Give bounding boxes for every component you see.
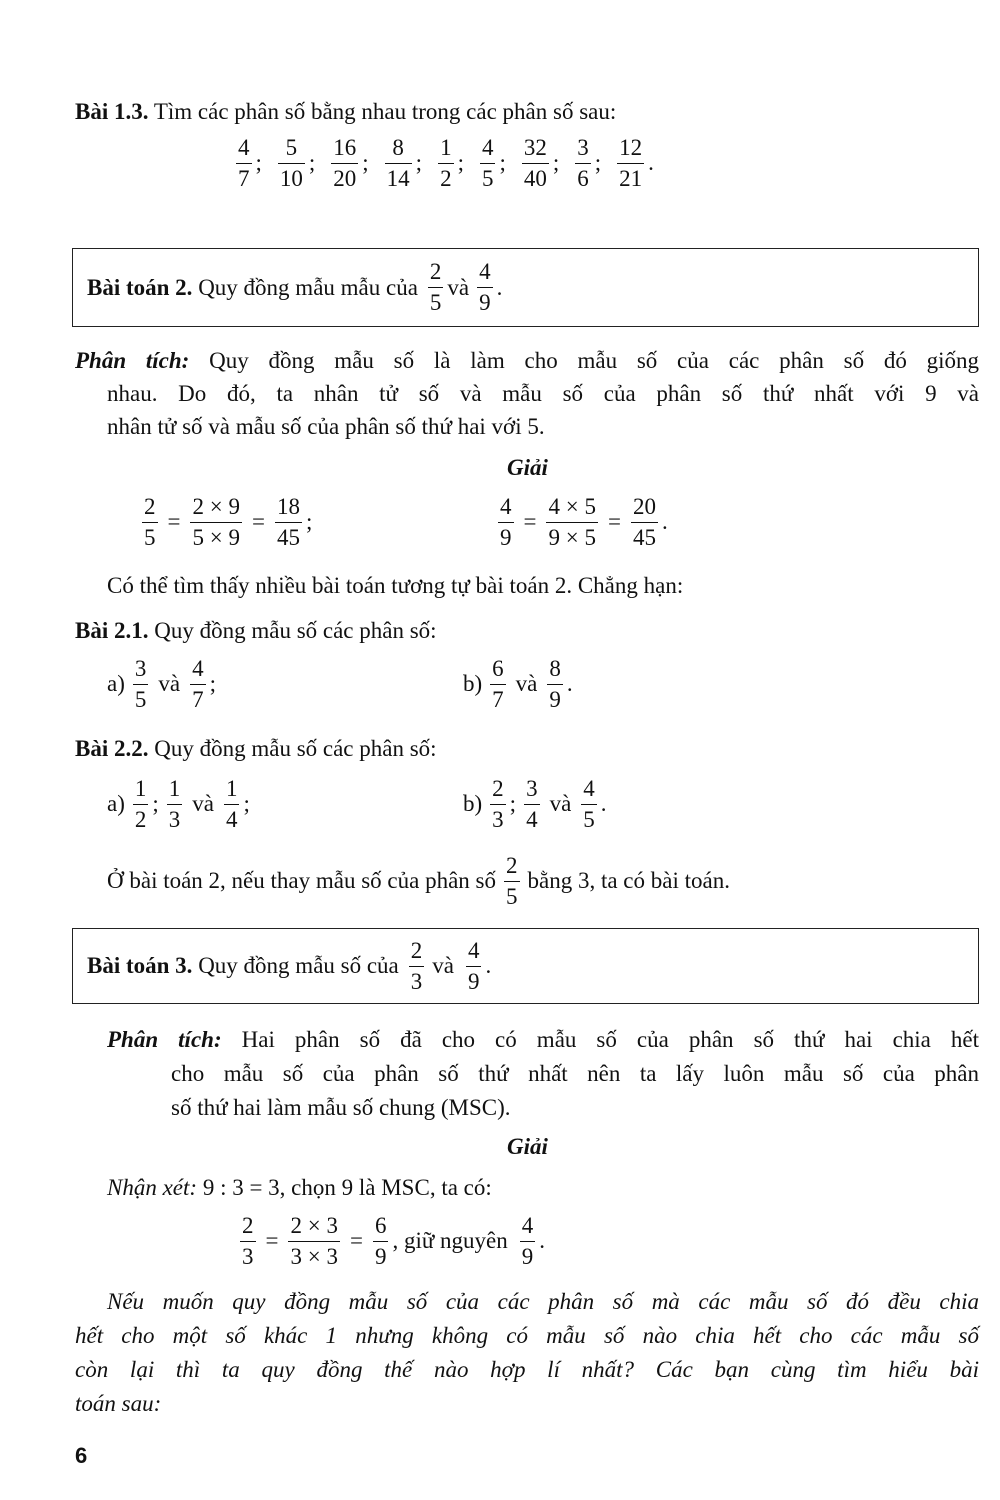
fraction: $\frac{2}{5}$ [506,853,518,909]
fraction-list [232,134,654,192]
exercise-text: Quy đồng mẫu số các phân số: [154,736,437,761]
fraction: $\frac{12}{21}$ [619,135,643,191]
transition-text: bằng 3, ta có bài toán. [527,868,730,894]
conjunction: và [447,274,470,300]
fraction: $\frac{1}{2}$ [440,135,452,191]
remark-line [107,1173,492,1203]
fraction: $\frac{4}{9}$ [500,494,512,550]
fraction: $\frac{4}{9}$ [521,1213,534,1269]
fraction: $\frac{5}{10}$ [279,135,303,191]
analysis-3-line-1 [107,1025,979,1055]
analysis-text: Hai phân số đã cho có mẫu số của phân số thứ hai chia hết [241,1027,980,1052]
equals-sign: = [167,509,181,535]
conjunction: và [515,671,538,697]
closing-line-2: hết cho một số khác 1 nhưng không có mẫu số nào chia hết cho các mẫu số [75,1323,979,1348]
solution-title: Giải [507,1134,548,1159]
solution-2-right-equation [494,493,668,551]
equals-sign: = [523,509,537,535]
problem-label: Bài toán 3. [87,953,193,978]
fraction: $\frac{3}{6}$ [577,135,589,191]
part-label: b) [463,791,483,817]
analysis-3-line-2: cho mẫu số của phân số thứ nhất nên ta lấy luôn mẫu số của phân [171,1061,979,1086]
solution-title: Giải [507,455,548,480]
fraction: $\frac{2 \times 3}{3 \times 3}$ [290,1213,338,1269]
transition-text: Ở bài toán 2, nếu thay mẫu số của phân số [107,868,496,894]
period: . [600,791,607,817]
period: . [661,509,668,535]
solution-2-left-equation [138,493,312,551]
exercise-label: Bài 2.1. [75,618,149,643]
fraction: $\frac{32}{40}$ [523,135,547,191]
fraction: $\frac{4 \times 5}{9 \times 5}$ [548,494,596,550]
conjunction: và [192,791,214,817]
transition-line [107,852,730,910]
equals-sign: = [349,1228,363,1254]
fraction: $\frac{1}{3}$ [168,776,181,832]
separator: ; [255,150,262,176]
period: . [539,1228,546,1254]
exercise-label: Bài 1.3. [75,99,149,124]
equals-sign: = [607,509,621,535]
separator: ; [308,150,316,176]
period: . [496,274,503,300]
separator: ; [552,150,560,176]
exercise-2-1-part-b [463,655,573,713]
closing-line-3: còn lại thì ta quy đồng thế nào hợp lí nhất? Các bạn cùng tìm hiểu bài [75,1357,979,1382]
fraction: $\frac{1}{4}$ [225,776,238,832]
separator: ; [509,791,517,817]
separator: ; [415,150,423,176]
part-label: b) [463,671,483,697]
equals-sign: = [265,1228,279,1254]
closing-line-1: Nếu muốn quy đồng mẫu số của các phân số mà các mẫu số đó đều chia [107,1289,979,1314]
fraction: $\frac{8}{9}$ [549,656,561,712]
equals-sign: = [251,509,265,535]
exercise-label: Bài 2.2. [75,736,149,761]
fraction: $\frac{6}{7}$ [492,656,504,712]
semicolon: ; [243,791,250,817]
part-label: a) [107,671,125,697]
separator: ; [152,791,159,817]
fraction: $\frac{8}{14}$ [386,135,410,191]
part-label: a) [107,791,125,817]
analysis-label: Phân tích: [107,1027,222,1052]
exercise-1-3-heading [75,97,616,127]
fraction: $\frac{20}{45}$ [632,494,656,550]
fraction: $\frac{1}{2}$ [134,776,147,832]
fraction: $\frac{4}{5}$ [583,776,595,832]
conjunction: và [549,791,572,817]
fraction: $\frac{4}{9}$ [479,259,491,315]
analysis-2-line-3: nhân tử số và mẫu số của phân số thứ hai với 5. [107,414,545,439]
fraction: $\frac{3}{5}$ [134,656,147,712]
period: . [566,671,573,697]
semicolon: ; [209,671,216,697]
problem-3-box [72,928,979,1004]
exercise-2-2-heading [75,734,437,764]
conjunction: và [432,953,454,978]
remark-text: 9 : 3 = 3, chọn 9 là MSC, ta có: [202,1175,492,1200]
separator: ; [457,150,464,176]
exercise-2-2-part-b [463,775,607,833]
fraction: $\frac{2 \times 9}{5 \times 9}$ [192,494,240,550]
fraction: $\frac{4}{7}$ [238,135,250,191]
period: . [485,953,492,978]
analysis-label: Phân tích: [75,348,190,373]
keep-text: , giữ nguyên [392,1228,508,1254]
exercise-text: Tìm các phân số bằng nhau trong các phân số sau: [153,99,617,124]
fraction: $\frac{4}{7}$ [192,656,204,712]
problem-label: Bài toán 2. [87,274,193,300]
fraction: $\frac{2}{5}$ [429,259,442,315]
separator: ; [499,150,506,176]
closing-line-4: toán sau: [75,1391,162,1416]
exercise-text: Quy đồng mẫu số các phân số: [154,618,437,643]
solution-3-equation [236,1212,545,1270]
fraction: $\frac{2}{5}$ [144,494,156,550]
similar-problems-text: Có thể tìm thấy nhiều bài toán tương tự bài toán 2. Chẳng hạn: [107,573,684,598]
exercise-2-1-part-a [107,655,216,713]
fraction: $\frac{18}{45}$ [276,494,300,550]
analysis-2-line-1 [75,346,979,376]
conjunction: và [158,671,181,697]
analysis-text: Quy đồng mẫu số là làm cho mẫu số của các phân số đó giống [209,348,979,373]
semicolon: ; [305,509,313,535]
fraction: $\frac{4}{5}$ [481,135,494,191]
fraction: $\frac{2}{3}$ [242,1213,254,1269]
remark-label: Nhận xét: [107,1175,198,1200]
fraction: $\frac{3}{4}$ [526,776,538,832]
fraction: $\frac{6}{9}$ [374,1213,387,1269]
fraction: $\frac{2}{3}$ [492,776,504,832]
analysis-2-line-2: nhau. Do đó, ta nhân tử số và mẫu số của phân số thứ nhất với 9 và [107,381,979,406]
exercise-2-2-part-a [107,775,250,833]
analysis-3-line-3: số thứ hai làm mẫu số chung (MSC). [171,1095,511,1120]
fraction: $\frac{4}{9}$ [467,937,480,994]
page-number: 6 [75,1443,88,1468]
fraction: $\frac{16}{20}$ [333,135,357,191]
problem-text: Quy đồng mẫu mẫu của [198,274,418,300]
separator: ; [362,150,369,176]
exercise-2-1-heading [75,616,437,646]
period: . [648,150,654,176]
separator: ; [594,150,602,176]
problem-2-box [72,248,979,327]
fraction: $\frac{2}{3}$ [410,937,423,994]
problem-text: Quy đồng mẫu số của [198,953,399,978]
